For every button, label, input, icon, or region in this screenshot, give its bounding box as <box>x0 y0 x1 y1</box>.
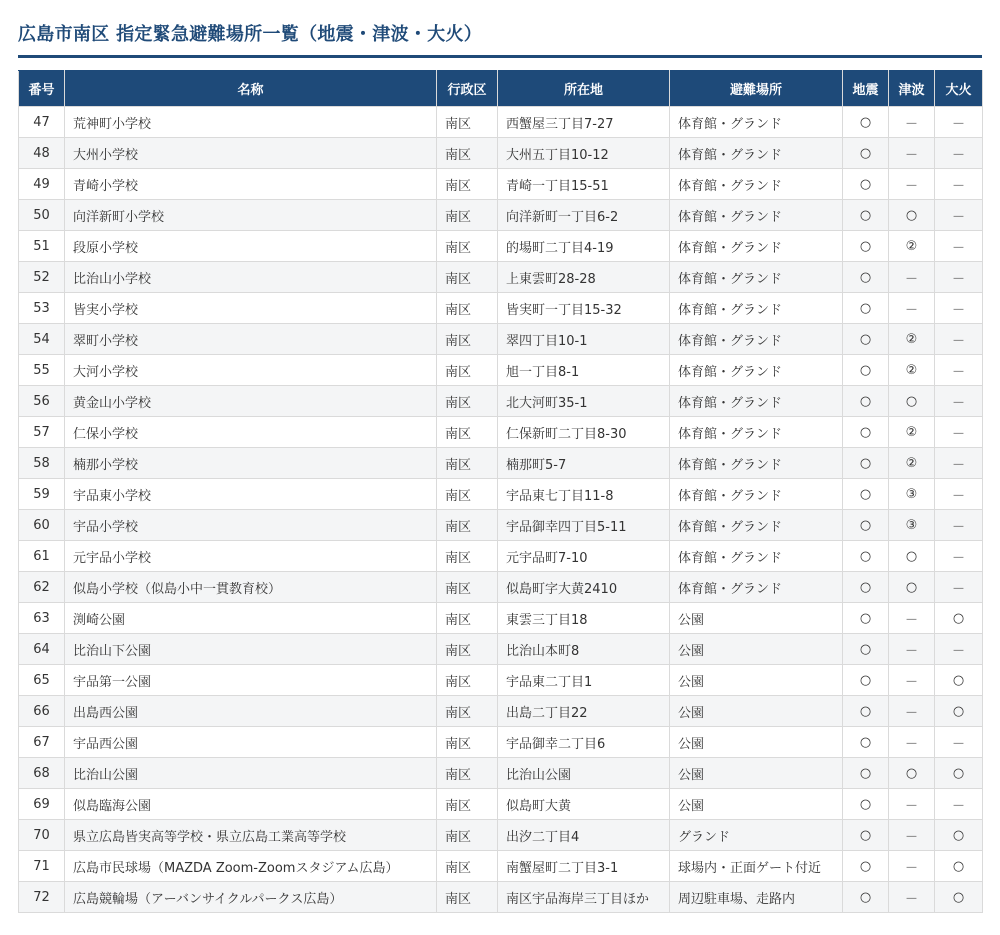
cell-evacuation-place: 体育館・グランド <box>670 541 843 572</box>
table-row <box>19 417 983 448</box>
cell-number: 51 <box>19 231 65 262</box>
cell-tsunami: ② <box>889 231 935 262</box>
cell-earthquake: ○ <box>843 200 889 231</box>
cell-tsunami: － <box>889 262 935 293</box>
cell-number: 47 <box>19 107 65 138</box>
header-tsunami: 津波 <box>889 71 935 107</box>
cell-ward: 南区 <box>437 200 498 231</box>
table-row <box>19 665 983 696</box>
cell-address: 旭一丁目8-1 <box>498 355 670 386</box>
cell-evacuation-place: 周辺駐車場、走路内 <box>670 882 843 913</box>
cell-earthquake: ○ <box>843 541 889 572</box>
cell-large-fire: ○ <box>935 820 983 851</box>
cell-address: 比治山公園 <box>498 758 670 789</box>
cell-address: 西蟹屋三丁目7-27 <box>498 107 670 138</box>
cell-tsunami: － <box>889 169 935 200</box>
cell-number: 71 <box>19 851 65 882</box>
cell-number: 48 <box>19 138 65 169</box>
cell-tsunami: － <box>889 634 935 665</box>
header-address: 所在地 <box>498 71 670 107</box>
cell-tsunami: － <box>889 696 935 727</box>
cell-address: 上東雲町28-28 <box>498 262 670 293</box>
cell-number: 65 <box>19 665 65 696</box>
cell-large-fire: － <box>935 448 983 479</box>
cell-address: 南蟹屋町二丁目3-1 <box>498 851 670 882</box>
cell-large-fire: － <box>935 789 983 820</box>
cell-tsunami: － <box>889 665 935 696</box>
cell-large-fire: － <box>935 634 983 665</box>
cell-ward: 南区 <box>437 169 498 200</box>
cell-ward: 南区 <box>437 758 498 789</box>
cell-ward: 南区 <box>437 789 498 820</box>
cell-evacuation-place: 公園 <box>670 758 843 789</box>
cell-number: 64 <box>19 634 65 665</box>
header-evacuation-place: 避難場所 <box>670 71 843 107</box>
cell-name: 比治山公園 <box>65 758 437 789</box>
cell-address: 青崎一丁目15-51 <box>498 169 670 200</box>
table-row <box>19 882 983 913</box>
cell-large-fire: ○ <box>935 665 983 696</box>
table-row <box>19 603 983 634</box>
cell-address: 的場町二丁目4-19 <box>498 231 670 262</box>
cell-earthquake: ○ <box>843 231 889 262</box>
cell-earthquake: ○ <box>843 510 889 541</box>
cell-name: 仁保小学校 <box>65 417 437 448</box>
cell-large-fire: － <box>935 262 983 293</box>
cell-name: 大河小学校 <box>65 355 437 386</box>
cell-evacuation-place: 公園 <box>670 634 843 665</box>
table-header-row <box>19 71 983 107</box>
cell-number: 60 <box>19 510 65 541</box>
cell-name: 比治山下公園 <box>65 634 437 665</box>
table-row <box>19 107 983 138</box>
cell-address: 元宇品町7-10 <box>498 541 670 572</box>
cell-name: 広島競輪場（アーバンサイクルパークス広島） <box>65 882 437 913</box>
table-row <box>19 758 983 789</box>
cell-number: 53 <box>19 293 65 324</box>
cell-large-fire: － <box>935 417 983 448</box>
cell-earthquake: ○ <box>843 758 889 789</box>
cell-earthquake: ○ <box>843 572 889 603</box>
cell-evacuation-place: 体育館・グランド <box>670 200 843 231</box>
cell-tsunami: － <box>889 820 935 851</box>
cell-address: 宇品東七丁目11-8 <box>498 479 670 510</box>
cell-name: 比治山小学校 <box>65 262 437 293</box>
cell-evacuation-place: 体育館・グランド <box>670 231 843 262</box>
cell-address: 皆実町一丁目15-32 <box>498 293 670 324</box>
cell-name: 似島小学校（似島小中一貫教育校） <box>65 572 437 603</box>
cell-large-fire: － <box>935 355 983 386</box>
cell-number: 59 <box>19 479 65 510</box>
cell-ward: 南区 <box>437 696 498 727</box>
cell-evacuation-place: 公園 <box>670 789 843 820</box>
cell-ward: 南区 <box>437 417 498 448</box>
cell-evacuation-place: 体育館・グランド <box>670 169 843 200</box>
header-number: 番号 <box>19 71 65 107</box>
cell-number: 72 <box>19 882 65 913</box>
cell-ward: 南区 <box>437 603 498 634</box>
table-row <box>19 634 983 665</box>
cell-address: 北大河町35-1 <box>498 386 670 417</box>
cell-name: 皆実小学校 <box>65 293 437 324</box>
cell-evacuation-place: 体育館・グランド <box>670 386 843 417</box>
cell-large-fire: ○ <box>935 851 983 882</box>
cell-ward: 南区 <box>437 851 498 882</box>
cell-tsunami: ② <box>889 324 935 355</box>
cell-evacuation-place: 体育館・グランド <box>670 355 843 386</box>
cell-large-fire: － <box>935 231 983 262</box>
cell-name: 宇品東小学校 <box>65 479 437 510</box>
cell-large-fire: － <box>935 386 983 417</box>
cell-number: 69 <box>19 789 65 820</box>
cell-tsunami: ○ <box>889 541 935 572</box>
cell-evacuation-place: 公園 <box>670 727 843 758</box>
cell-name: 似島臨海公園 <box>65 789 437 820</box>
cell-earthquake: ○ <box>843 603 889 634</box>
cell-number: 63 <box>19 603 65 634</box>
cell-earthquake: ○ <box>843 820 889 851</box>
cell-earthquake: ○ <box>843 107 889 138</box>
cell-evacuation-place: 公園 <box>670 665 843 696</box>
cell-tsunami: － <box>889 603 935 634</box>
cell-large-fire: － <box>935 541 983 572</box>
cell-large-fire: － <box>935 572 983 603</box>
cell-name: 翠町小学校 <box>65 324 437 355</box>
cell-number: 67 <box>19 727 65 758</box>
cell-earthquake: ○ <box>843 851 889 882</box>
cell-address: 東雲三丁目18 <box>498 603 670 634</box>
cell-number: 56 <box>19 386 65 417</box>
cell-address: 似島町字大黄2410 <box>498 572 670 603</box>
table-row <box>19 200 983 231</box>
cell-number: 58 <box>19 448 65 479</box>
cell-address: 宇品東二丁目1 <box>498 665 670 696</box>
cell-name: 向洋新町小学校 <box>65 200 437 231</box>
table-row <box>19 789 983 820</box>
cell-name: 広島市民球場（MAZDA Zoom-Zoomスタジアム広島） <box>65 851 437 882</box>
cell-earthquake: ○ <box>843 448 889 479</box>
cell-evacuation-place: 体育館・グランド <box>670 572 843 603</box>
cell-address: 出汐二丁目4 <box>498 820 670 851</box>
cell-number: 66 <box>19 696 65 727</box>
cell-ward: 南区 <box>437 541 498 572</box>
cell-earthquake: ○ <box>843 789 889 820</box>
cell-ward: 南区 <box>437 386 498 417</box>
cell-name: 宇品西公園 <box>65 727 437 758</box>
cell-address: 宇品御幸二丁目6 <box>498 727 670 758</box>
table-row <box>19 541 983 572</box>
cell-tsunami: － <box>889 107 935 138</box>
table-row <box>19 727 983 758</box>
cell-number: 52 <box>19 262 65 293</box>
cell-number: 54 <box>19 324 65 355</box>
cell-earthquake: ○ <box>843 386 889 417</box>
cell-ward: 南区 <box>437 665 498 696</box>
cell-address: 向洋新町一丁目6-2 <box>498 200 670 231</box>
cell-ward: 南区 <box>437 479 498 510</box>
cell-large-fire: － <box>935 107 983 138</box>
cell-name: 楠那小学校 <box>65 448 437 479</box>
cell-large-fire: － <box>935 727 983 758</box>
cell-ward: 南区 <box>437 231 498 262</box>
cell-ward: 南区 <box>437 510 498 541</box>
cell-ward: 南区 <box>437 324 498 355</box>
cell-large-fire: ○ <box>935 758 983 789</box>
table-row <box>19 231 983 262</box>
cell-number: 49 <box>19 169 65 200</box>
cell-large-fire: ○ <box>935 696 983 727</box>
page-title: 広島市南区 指定緊急避難場所一覧（地震・津波・大火） <box>18 24 483 45</box>
cell-earthquake: ○ <box>843 696 889 727</box>
header-large-fire: 大火 <box>935 71 983 107</box>
cell-tsunami: － <box>889 789 935 820</box>
cell-tsunami: － <box>889 138 935 169</box>
cell-address: 出島二丁目22 <box>498 696 670 727</box>
cell-tsunami: ○ <box>889 572 935 603</box>
cell-earthquake: ○ <box>843 355 889 386</box>
cell-tsunami: － <box>889 727 935 758</box>
cell-tsunami: ② <box>889 448 935 479</box>
cell-evacuation-place: 体育館・グランド <box>670 293 843 324</box>
cell-large-fire: ○ <box>935 603 983 634</box>
cell-ward: 南区 <box>437 634 498 665</box>
table-row <box>19 138 983 169</box>
cell-address: 楠那町5-7 <box>498 448 670 479</box>
cell-ward: 南区 <box>437 262 498 293</box>
cell-large-fire: － <box>935 479 983 510</box>
table-row <box>19 820 983 851</box>
cell-tsunami: ③ <box>889 510 935 541</box>
cell-ward: 南区 <box>437 572 498 603</box>
table-row <box>19 510 983 541</box>
cell-tsunami: ② <box>889 417 935 448</box>
cell-earthquake: ○ <box>843 324 889 355</box>
table-row <box>19 479 983 510</box>
cell-ward: 南区 <box>437 355 498 386</box>
cell-number: 50 <box>19 200 65 231</box>
cell-tsunami: ② <box>889 355 935 386</box>
cell-address: 似島町大黄 <box>498 789 670 820</box>
cell-number: 55 <box>19 355 65 386</box>
table-row <box>19 324 983 355</box>
cell-earthquake: ○ <box>843 138 889 169</box>
cell-number: 57 <box>19 417 65 448</box>
cell-evacuation-place: 公園 <box>670 696 843 727</box>
cell-name: 出島西公園 <box>65 696 437 727</box>
cell-tsunami: ③ <box>889 479 935 510</box>
cell-address: 南区宇品海岸三丁目ほか <box>498 882 670 913</box>
cell-earthquake: ○ <box>843 169 889 200</box>
table-row <box>19 448 983 479</box>
header-ward: 行政区 <box>437 71 498 107</box>
cell-evacuation-place: 体育館・グランド <box>670 448 843 479</box>
cell-address: 仁保新町二丁目8-30 <box>498 417 670 448</box>
cell-name: 宇品小学校 <box>65 510 437 541</box>
cell-evacuation-place: 体育館・グランド <box>670 107 843 138</box>
cell-evacuation-place: 体育館・グランド <box>670 262 843 293</box>
cell-name: 荒神町小学校 <box>65 107 437 138</box>
cell-name: 県立広島皆実高等学校・県立広島工業高等学校 <box>65 820 437 851</box>
cell-name: 黄金山小学校 <box>65 386 437 417</box>
cell-name: 元宇品小学校 <box>65 541 437 572</box>
cell-evacuation-place: 体育館・グランド <box>670 479 843 510</box>
cell-earthquake: ○ <box>843 882 889 913</box>
cell-name: 渕崎公園 <box>65 603 437 634</box>
cell-ward: 南区 <box>437 448 498 479</box>
cell-evacuation-place: 体育館・グランド <box>670 324 843 355</box>
cell-earthquake: ○ <box>843 479 889 510</box>
cell-ward: 南区 <box>437 293 498 324</box>
cell-ward: 南区 <box>437 727 498 758</box>
cell-evacuation-place: グランド <box>670 820 843 851</box>
table-row <box>19 572 983 603</box>
cell-name: 段原小学校 <box>65 231 437 262</box>
table-row <box>19 293 983 324</box>
cell-earthquake: ○ <box>843 417 889 448</box>
cell-evacuation-place: 体育館・グランド <box>670 138 843 169</box>
cell-tsunami: ○ <box>889 386 935 417</box>
cell-number: 70 <box>19 820 65 851</box>
cell-earthquake: ○ <box>843 262 889 293</box>
title-underline <box>18 55 982 58</box>
cell-ward: 南区 <box>437 882 498 913</box>
header-name: 名称 <box>65 71 437 107</box>
cell-ward: 南区 <box>437 820 498 851</box>
cell-earthquake: ○ <box>843 727 889 758</box>
table-row <box>19 696 983 727</box>
cell-tsunami: ○ <box>889 758 935 789</box>
cell-ward: 南区 <box>437 107 498 138</box>
cell-evacuation-place: 体育館・グランド <box>670 417 843 448</box>
cell-earthquake: ○ <box>843 634 889 665</box>
cell-address: 翠四丁目10-1 <box>498 324 670 355</box>
table-row <box>19 262 983 293</box>
cell-large-fire: － <box>935 324 983 355</box>
cell-tsunami: － <box>889 851 935 882</box>
cell-earthquake: ○ <box>843 665 889 696</box>
cell-evacuation-place: 球場内・正面ゲート付近 <box>670 851 843 882</box>
cell-address: 比治山本町8 <box>498 634 670 665</box>
cell-earthquake: ○ <box>843 293 889 324</box>
cell-large-fire: ○ <box>935 882 983 913</box>
cell-large-fire: － <box>935 510 983 541</box>
cell-address: 大州五丁目10-12 <box>498 138 670 169</box>
table-row <box>19 386 983 417</box>
cell-evacuation-place: 公園 <box>670 603 843 634</box>
cell-large-fire: － <box>935 200 983 231</box>
table-body <box>19 107 983 913</box>
cell-number: 68 <box>19 758 65 789</box>
cell-large-fire: － <box>935 169 983 200</box>
cell-number: 61 <box>19 541 65 572</box>
cell-large-fire: － <box>935 293 983 324</box>
cell-tsunami: ○ <box>889 200 935 231</box>
cell-large-fire: － <box>935 138 983 169</box>
table-row <box>19 851 983 882</box>
table-row <box>19 355 983 386</box>
cell-name: 青崎小学校 <box>65 169 437 200</box>
cell-name: 宇品第一公園 <box>65 665 437 696</box>
cell-tsunami: － <box>889 293 935 324</box>
cell-name: 大州小学校 <box>65 138 437 169</box>
cell-ward: 南区 <box>437 138 498 169</box>
evacuation-site-table <box>18 70 983 913</box>
cell-tsunami: － <box>889 882 935 913</box>
table-row <box>19 169 983 200</box>
cell-number: 62 <box>19 572 65 603</box>
cell-evacuation-place: 体育館・グランド <box>670 510 843 541</box>
cell-address: 宇品御幸四丁目5-11 <box>498 510 670 541</box>
header-earthquake: 地震 <box>843 71 889 107</box>
